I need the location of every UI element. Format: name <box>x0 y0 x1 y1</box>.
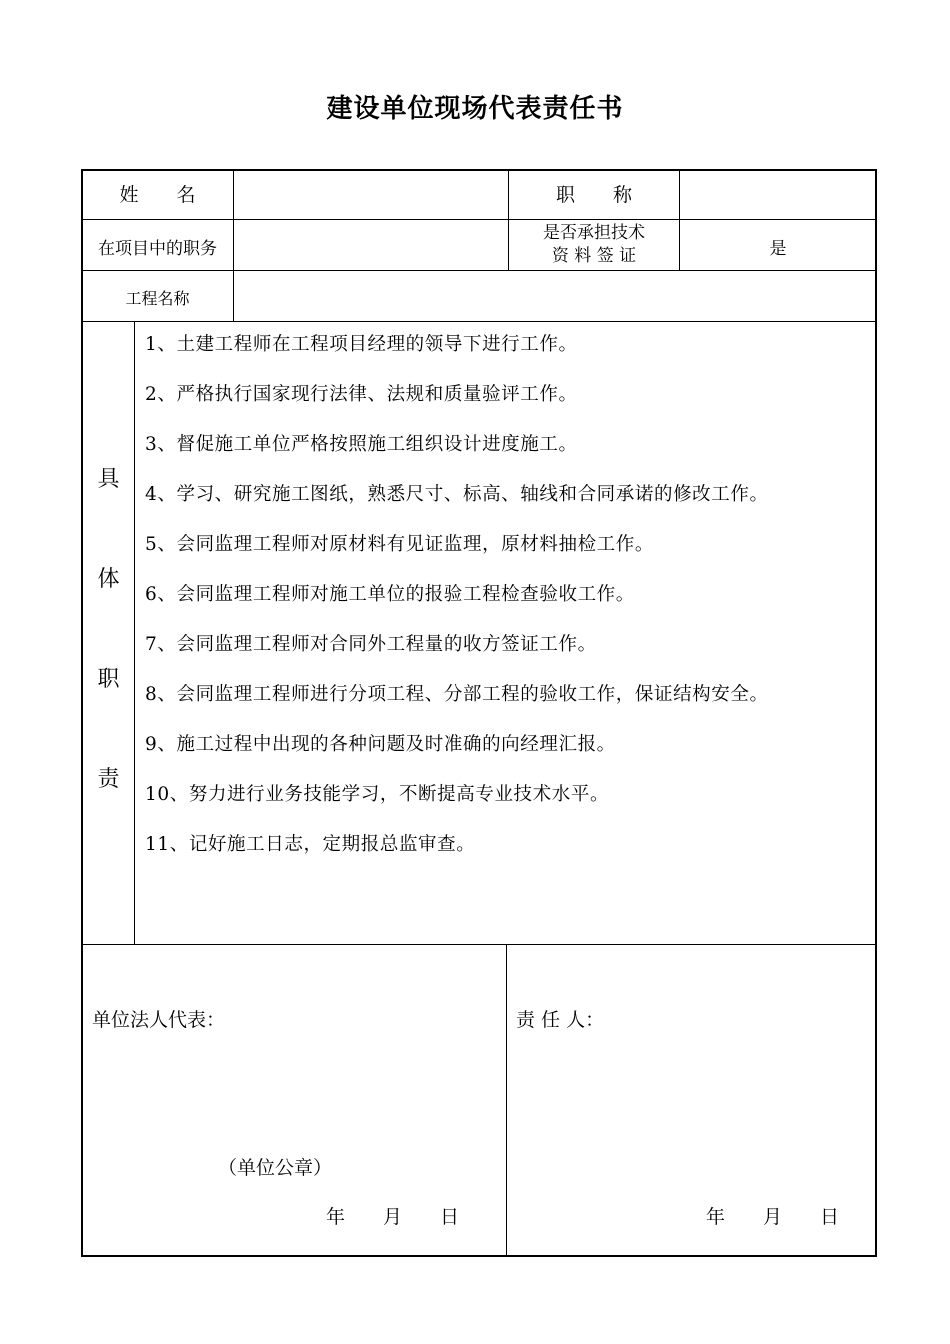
professional-title-label: 职 称 <box>555 184 632 206</box>
legal-representative-label: 单位法人代表： <box>92 1009 226 1031</box>
duty-item: 6、会同监理工程师对施工单位的报验工程检查验收工作。 <box>145 584 635 605</box>
column-divider <box>506 945 507 1256</box>
tech-sign-label-line2: 资 料 签 证 <box>551 246 637 266</box>
row-divider <box>82 270 876 271</box>
responsible-person-label: 责 任 人： <box>516 1009 605 1031</box>
name-label: 姓 名 <box>119 184 196 206</box>
duty-item: 5、会同监理工程师对原材料有见证监理，原材料抽检工作。 <box>145 534 654 555</box>
duty-item: 3、督促施工单位严格按照施工组织设计进度施工。 <box>145 434 578 455</box>
tech-sign-label-line1: 是否承担技术 <box>543 223 645 243</box>
column-divider <box>233 170 234 321</box>
duty-item: 11、记好施工日志，定期报总监审查。 <box>145 834 476 855</box>
duty-item: 9、施工过程中出现的各种问题及时准确的向经理汇报。 <box>145 734 616 755</box>
duty-item: 8、会同监理工程师进行分项工程、分部工程的验收工作，保证结构安全。 <box>145 684 769 705</box>
row-divider <box>82 321 876 322</box>
document-title: 建设单位现场代表责任书 <box>326 94 624 124</box>
tech-sign-value[interactable]: 是 <box>769 239 787 259</box>
duty-item: 10、努力进行业务技能学习，不断提高专业技术水平。 <box>145 784 610 805</box>
duties-side-label-char: 职 <box>97 667 120 692</box>
project-position-label: 在项目中的职务 <box>98 239 217 259</box>
right-date: 年 月 日 <box>706 1206 840 1228</box>
duties-side-label-char: 责 <box>97 767 120 792</box>
tech-sign-label <box>509 222 679 268</box>
column-divider <box>134 322 135 944</box>
duty-item: 7、会同监理工程师对合同外工程量的收方签证工作。 <box>145 634 597 655</box>
row-divider <box>82 219 876 220</box>
unit-seal-label: （单位公章） <box>218 1157 333 1179</box>
duty-item: 4、学习、研究施工图纸，熟悉尺寸、标高、轴线和合同承诺的修改工作。 <box>145 484 769 505</box>
left-date: 年 月 日 <box>326 1206 460 1228</box>
project-name-label: 工程名称 <box>125 289 190 308</box>
duties-side-label-char: 具 <box>97 467 120 492</box>
duty-item: 1、土建工程师在工程项目经理的领导下进行工作。 <box>145 334 578 355</box>
duties-side-label-char: 体 <box>97 567 120 592</box>
duty-item: 2、严格执行国家现行法律、法规和质量验评工作。 <box>145 384 578 405</box>
row-divider <box>82 944 876 945</box>
